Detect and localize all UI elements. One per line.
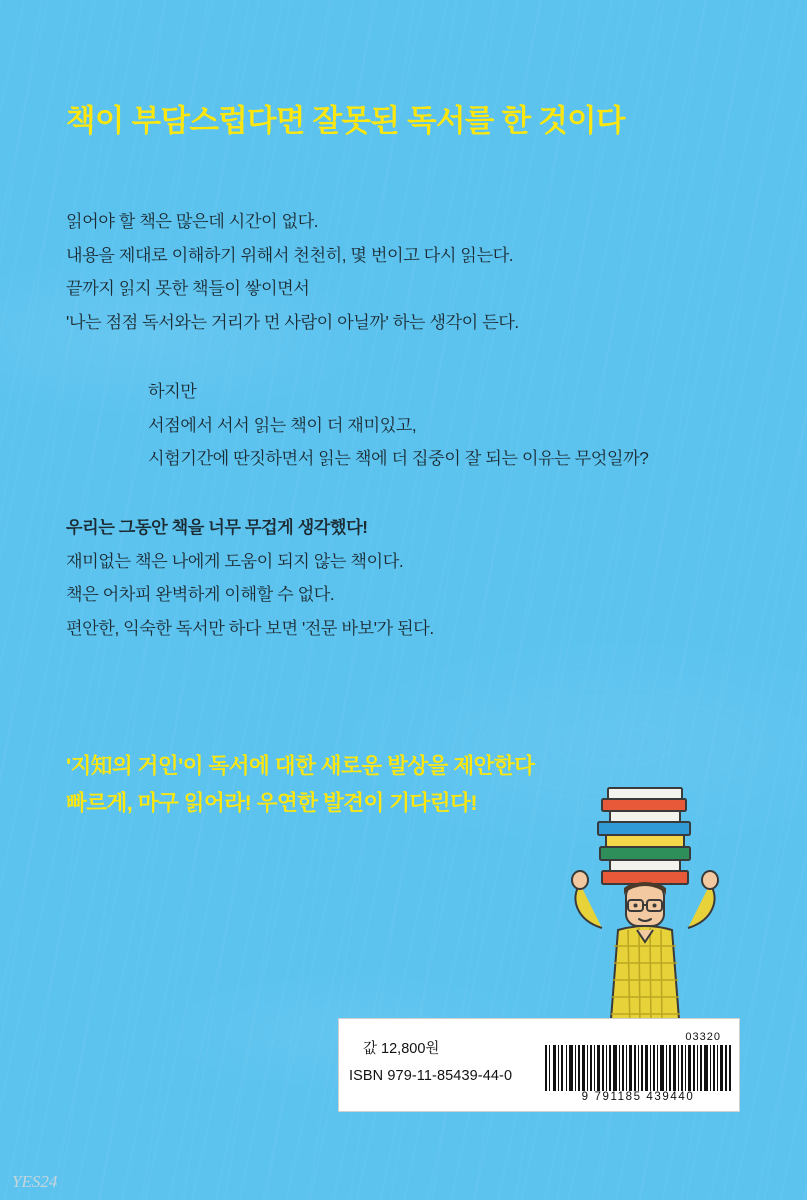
book-stack-icon [598,788,690,884]
intro-line-4: '나는 점점 독서와는 거리가 먼 사람이 아닐까' 하는 생각이 든다. [66,311,519,332]
barcode-digits: 9 791185 439440 [581,1091,695,1103]
isbn-label: ISBN 979-11-85439-44-0 [349,1067,513,1084]
barcode-panel [338,1018,740,1112]
barcode-addon-code: 03320 [685,1031,721,1043]
ending-line-2: 재미없는 책은 나에게 도움이 되지 않는 책이다. [66,550,404,571]
middle-line-2: 서점에서 서서 읽는 책이 더 재미있고, [148,414,417,435]
head [624,882,666,926]
closing-tagline [66,748,534,822]
closing-line-1: '지知의 거인'이 독서에 대한 새로운 발상을 제안한다 [66,754,535,778]
ending-line-4: 편안한, 익숙한 독서만 하다 보면 '전문 바보'가 된다. [66,617,434,638]
left-hand [572,871,588,889]
intro-line-1: 읽어야 할 책은 많은데 시간이 없다. [66,211,319,231]
middle-paragraph [148,375,648,476]
watermark: YES24 [12,1172,58,1191]
intro-paragraph [66,205,519,339]
middle-line-3: 시험기간에 딴짓하면서 읽는 책에 더 집중이 잘 되는 이유는 무엇일까? [148,448,649,469]
man-balancing-book-stack-illustration [540,780,770,1040]
torso [610,926,680,1032]
page-title: 책이 부담스럽다면 잘못된 독서를 한 것이다 [66,104,625,138]
ending-paragraph [66,511,434,645]
barcode-bars [545,1045,731,1091]
closing-line-2: 빠르게, 마구 읽어라! 우연한 발견이 기다린다! [66,790,478,815]
barcode-graphic [545,1025,731,1105]
price-label: 값 12,800원 [363,1041,440,1057]
intro-line-2: 내용을 제대로 이해하기 위해서 천천히, 몇 번이고 다시 읽는다. [66,244,514,265]
ending-line-3: 책은 어차피 완벽하게 이해할 수 없다. [66,584,335,605]
right-hand [702,871,718,889]
middle-line-1: 하지만 [148,381,197,401]
intro-line-3: 끝까지 읽지 못한 책들이 쌓이면서 [66,278,310,299]
ending-line-1: 우리는 그동안 책을 너무 무겁게 생각했다! [66,517,368,537]
barcode-text-block [349,1036,539,1090]
